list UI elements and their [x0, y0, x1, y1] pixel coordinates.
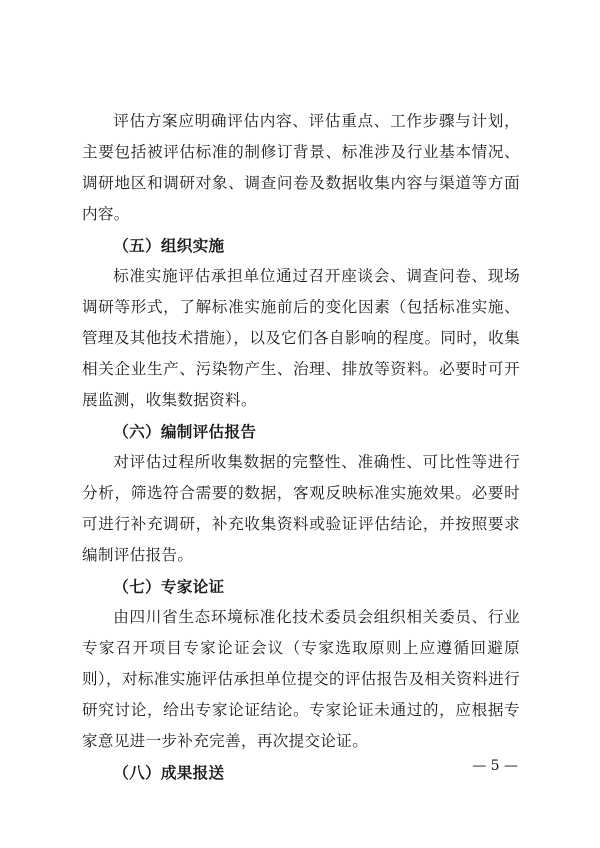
paragraph-organize-implementation: 标准实施评估承担单位通过召开座谈会、调查问卷、现场调研等形式，了解标准实施前后的变化因素（包括标准实施、管理及其他技术措施），以及它们各自影响的程度。同时，收集相关企业生产、污染物产生、治理、排放等资料。必要时可开展监测，收集数据资料。 — [82, 267, 520, 409]
heading-expert-review: （七）专家论证 — [113, 577, 225, 596]
document-body — [82, 106, 520, 788]
heading-organize-implementation: （五）组织实施 — [113, 236, 225, 255]
heading-compile-report: （六）编制评估报告 — [113, 422, 257, 441]
paragraph-expert-review: 由四川省生态环境标准化技术委员会组织相关委员、行业专家召开项目专家论证会议（专家选取原则上应遵循回避原则），对标准实施评估承担单位提交的评估报告及相关资料进行研究讨论，给出专家论证结论。专家论证未通过的，应根据专家意见进一步补充完善，再次提交论证。 — [82, 608, 520, 750]
paragraph-evaluation-plan: 评估方案应明确评估内容、评估重点、工作步骤与计划，主要包括被评估标准的制修订背景、标准涉及行业基本情况、调研地区和调研对象、调查问卷及数据收集内容与渠道等方面内容。 — [82, 112, 520, 223]
heading-result-submission: （八）成果报送 — [113, 763, 225, 782]
paragraph-compile-report: 对评估过程所收集数据的完整性、准确性、可比性等进行分析，筛选符合需要的数据，客观反映标准实施效果。必要时可进行补充调研，补充收集资料或验证评估结论，并按照要求编制评估报告。 — [82, 453, 520, 564]
page-number: — 5 — — [472, 758, 518, 774]
